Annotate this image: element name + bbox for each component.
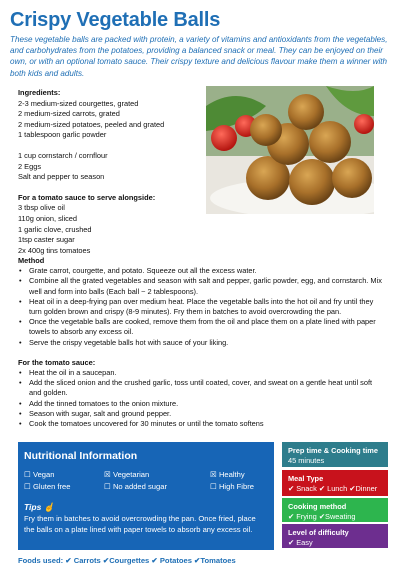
ingredient-item: 2-3 medium-sized courgettes, grated — [18, 98, 139, 108]
method-step: • Serve the crispy vegetable balls hot with sauce of your liking. — [18, 338, 382, 348]
ingredient-item: Salt and pepper to season — [18, 172, 105, 182]
ingredient-item: 2 medium-sized potatoes, peeled and grated — [18, 119, 165, 129]
method-steps-list — [18, 266, 382, 348]
ingredient-item: 2x 400g tins tomatoes — [18, 245, 91, 255]
nutrition-heading: Nutritional Information — [24, 450, 138, 462]
method-step: • Heat oil in a deep-frying pan over medium heat. Place the vegetable balls into the hot oil and fry until they turn golden brown and crispy (8-9 minutes). Fry them in batches to avoid overcrowding the pan. — [18, 297, 382, 317]
meal-type-heading: Meal Type — [288, 474, 324, 483]
sauce-step: • Season with sugar, salt and ground pepper. — [18, 409, 382, 419]
ingredients-section — [18, 88, 198, 256]
cooking-method-box — [282, 498, 388, 522]
vegetable-balls-photo — [206, 86, 374, 214]
pointing-hand-icon: ☝ — [43, 502, 55, 512]
difficulty-box — [282, 524, 388, 548]
tips-heading — [24, 502, 268, 513]
option-label: Gluten free — [32, 482, 71, 491]
ingredient-item: 1 cup cornstarch / cornflour — [18, 150, 108, 160]
ingredients-heading: Ingredients: — [18, 88, 61, 97]
checkbox-empty-icon: ☐ — [24, 470, 31, 479]
ingredient-item: 3 tbsp olive oil — [18, 203, 65, 213]
option-high-fibre — [210, 482, 254, 491]
ingredient-item: 1tsp caster sugar — [18, 235, 75, 245]
cooking-method-value: ✔ Frying ✔Sweating — [288, 512, 356, 521]
method-step: • Grate carrot, courgette, and potato. Squeeze out all the excess water. — [18, 266, 382, 276]
ingredient-item: 1 garlic clove, crushed — [18, 224, 92, 234]
meal-type-value: ✔ Snack ✔ Lunch ✔Dinner — [288, 484, 378, 493]
prep-time-box — [282, 442, 388, 467]
checkbox-checked-icon: ☒ — [104, 470, 111, 479]
sauce-ingredients-heading: For a tomato sauce to serve alongside: — [18, 192, 156, 202]
option-label: High Fibre — [218, 482, 254, 491]
option-no-added-sugar — [104, 482, 167, 491]
tips-text: Fry them in batches to avoid overcrowding the pan. Once fried, place the balls on a plate lined with paper towels to absorb any excess oil. — [24, 514, 256, 534]
checkbox-empty-icon: ☐ — [24, 482, 31, 491]
ingredient-item: 2 medium-sized carrots, grated — [18, 109, 120, 119]
sauce-step: • Cook the tomatoes uncovered for 30 minutes or until the tomato softens — [18, 419, 382, 429]
prep-time-heading: Prep time & Cooking time — [288, 446, 378, 455]
option-healthy — [210, 470, 245, 479]
page-title: Crispy Vegetable Balls — [10, 9, 221, 31]
option-label: Healthy — [218, 470, 245, 479]
sauce-step: • Heat the oil in a saucepan. — [18, 368, 382, 378]
option-label: Vegetarian — [112, 470, 150, 479]
difficulty-value: ✔ Easy — [288, 538, 313, 547]
sauce-step: • Add the tinned tomatoes to the onion mixture. — [18, 399, 382, 409]
nutrition-options — [24, 470, 268, 496]
ingredient-item: 2 Eggs — [18, 161, 42, 171]
checkbox-empty-icon: ☐ — [104, 482, 111, 491]
tips-label: Tips — [24, 502, 42, 512]
checkbox-checked-icon: ☒ — [210, 470, 217, 479]
nutrition-panel — [18, 442, 274, 550]
sauce-method-heading: For the tomato sauce: — [18, 357, 96, 367]
meal-type-box — [282, 470, 388, 496]
sauce-step: • Add the sliced onion and the crushed garlic, toss until coated, cover, and sweat on a gentle heat until soft and golden. — [18, 378, 382, 398]
method-step: • Once the vegetable balls are cooked, remove them from the oil and place them on a plate lined with paper towels to absorb any excess oil. — [18, 317, 382, 337]
option-label: Vegan — [32, 470, 55, 479]
option-label: No added sugar — [112, 482, 167, 491]
ingredient-item: 1 tablespoon garlic powder — [18, 130, 107, 140]
prep-time-value: 45 minutes — [288, 456, 325, 465]
ingredient-item: 110g onion, sliced — [18, 213, 78, 223]
intro-text: These vegetable balls are packed with protein, a variety of vitamins and antioxidants from the vegetables, and carbohydrates from the potatoes, providing a balanced snack or meal. They can be enjoyed on their own, or with an optional tomato sauce. Their crispy texture and delicious flavour make them a winner with both kids and adults. — [10, 35, 388, 78]
option-vegan — [24, 470, 54, 479]
difficulty-heading: Level of difficulty — [288, 528, 349, 537]
option-gluten-free — [24, 482, 71, 491]
method-step: • Combine all the grated vegetables and season with salt and pepper, garlic powder, egg, and cornstarch. Mix well and form into balls (Each ball ~ 2 tablespoons). — [18, 276, 382, 296]
checkbox-empty-icon: ☐ — [210, 482, 217, 491]
method-section — [18, 256, 382, 429]
option-vegetarian — [104, 470, 149, 479]
method-heading: Method — [18, 256, 45, 265]
cooking-method-heading: Cooking method — [288, 502, 347, 511]
foods-used: Foods used: ✔ Carrots ✔Courgettes ✔ Potatoes ✔Tomatoes — [18, 556, 236, 565]
sauce-steps-list — [18, 368, 382, 429]
